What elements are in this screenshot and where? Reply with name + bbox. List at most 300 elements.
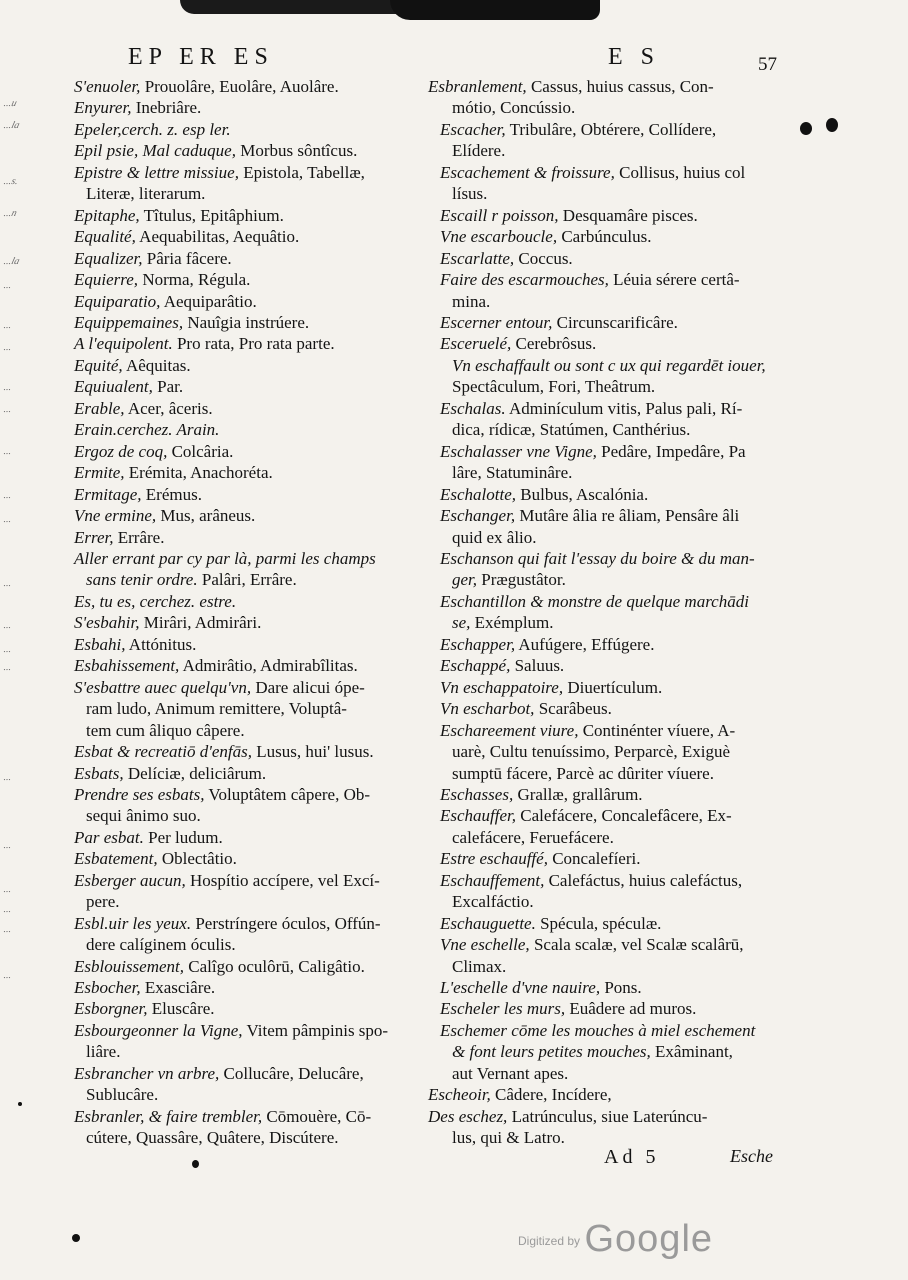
entry-headword: Epistre & lettre missiue, xyxy=(74,162,239,182)
entry-latin: Carbúnculus. xyxy=(557,227,652,247)
margin-note: ... xyxy=(2,970,13,981)
entry-latin: Prægustâtor. xyxy=(477,570,566,590)
dictionary-entry-line xyxy=(428,269,800,290)
entry-headword: Esbocher, xyxy=(74,978,141,998)
entry-headword: Eschanger, xyxy=(440,506,516,526)
entry-latin: Morbus sôntîcus. xyxy=(235,141,358,161)
entry-latin: sumptū fácere, Parcè ac dûriter víuere. xyxy=(452,763,714,783)
dictionary-entry-line xyxy=(428,1063,800,1084)
margin-note: ... xyxy=(2,884,13,895)
entry-latin: Aêquitas. xyxy=(122,355,191,375)
margin-note: ... xyxy=(2,620,13,631)
entry-headword: Esbatement, xyxy=(74,849,158,869)
margin-note: ... xyxy=(2,382,13,393)
dictionary-entry-line xyxy=(74,248,414,269)
entry-headword: Esbrancher vn arbre, xyxy=(74,1063,220,1083)
entry-latin: lísus. xyxy=(452,184,488,204)
entry-headword: Escachement & froissure, xyxy=(440,162,615,182)
right-column xyxy=(428,76,800,1149)
dictionary-entry-line xyxy=(428,226,800,247)
margin-note: ... xyxy=(2,772,13,783)
entry-headword: Eschareement viure, xyxy=(440,720,579,740)
entry-headword: Eschalasser vne Vigne, xyxy=(440,441,597,461)
entry-latin: Inebriâre. xyxy=(131,98,202,118)
entry-latin: Collisus, huius col xyxy=(614,162,746,182)
dictionary-entry-line xyxy=(428,462,800,483)
dictionary-entry-line xyxy=(74,655,414,676)
entry-headword: Escerner entour, xyxy=(440,312,553,332)
entry-headword: Faire des escarmouches, xyxy=(440,270,609,290)
dictionary-entry-line xyxy=(428,97,800,118)
entry-latin: Pâria fâcere. xyxy=(142,248,232,268)
dictionary-entry-line xyxy=(74,998,414,1019)
dictionary-entry-line xyxy=(428,291,800,312)
margin-note: ... xyxy=(2,514,13,525)
entry-headword: Aller errant par cy par là, parmi les champs xyxy=(74,548,376,568)
entry-latin: Prouolâre, Euolâre, Auolâre. xyxy=(140,77,339,96)
entry-latin: Par. xyxy=(152,377,184,397)
entry-latin: Colcâria. xyxy=(167,441,234,461)
entry-headword: S'esbattre auec quelqu'vn, xyxy=(74,677,252,697)
dictionary-entry-line xyxy=(428,913,800,934)
entry-latin: Exâminant, xyxy=(650,1042,733,1062)
entry-latin: tem cum âliquo câpere. xyxy=(86,720,245,740)
dictionary-entry-line xyxy=(74,441,414,462)
running-head-right: E S xyxy=(608,44,661,70)
entry-headword: Esbourgeonner la Vigne, xyxy=(74,1020,243,1040)
entry-latin: Hospítio accípere, vel Excí- xyxy=(185,870,380,890)
dictionary-entry-line xyxy=(74,355,414,376)
left-column xyxy=(74,76,414,1149)
entry-headword: S'esbahir, xyxy=(74,613,140,633)
entry-latin: Pons. xyxy=(600,978,642,998)
entry-latin: Cassus, huius cassus, Con- xyxy=(526,77,714,96)
dictionary-entry-line xyxy=(74,827,414,848)
entry-latin: calefácere, Feruefácere. xyxy=(452,827,614,847)
entry-headword: Equippemaines, xyxy=(74,312,184,332)
dictionary-entry-line xyxy=(74,462,414,483)
ink-blot xyxy=(18,1102,22,1106)
dictionary-entry-line xyxy=(428,527,800,548)
entry-latin: Errâre. xyxy=(113,527,165,547)
dictionary-entry-line xyxy=(74,376,414,397)
entry-headword: Escacher, xyxy=(440,119,506,139)
entry-headword: Eschemer cōme les mouches à miel eschement xyxy=(440,1020,756,1040)
margin-note: ...n xyxy=(2,208,18,219)
margin-note: ... xyxy=(2,280,13,291)
entry-latin: Pedâre, Impedâre, Pa xyxy=(596,441,746,461)
dictionary-entry-line xyxy=(428,119,800,140)
entry-latin: Perstríngere óculos, Offún- xyxy=(191,913,381,933)
watermark-prefix: Digitized by xyxy=(518,1234,581,1248)
entry-latin: Mutâre âlia re âliam, Pensâre âli xyxy=(515,506,740,526)
entry-headword: Escaill r poisson, xyxy=(440,205,559,225)
dictionary-entry-line xyxy=(428,398,800,419)
dictionary-entry-line xyxy=(74,76,414,97)
entry-headword: sans tenir ordre. xyxy=(86,570,198,590)
entry-headword: Erain.cerchez. Arain. xyxy=(74,420,220,440)
dictionary-entry-line xyxy=(428,741,800,762)
dictionary-entry-line xyxy=(428,484,800,505)
entry-headword: Equalizer, xyxy=(74,248,143,268)
dictionary-entry-line xyxy=(74,419,414,440)
entry-headword: Esberger aucun, xyxy=(74,870,186,890)
entry-headword: Equité, xyxy=(74,355,123,375)
entry-latin: Diuertículum. xyxy=(563,677,663,697)
dictionary-entry-line xyxy=(74,934,414,955)
dictionary-entry-line xyxy=(74,1041,414,1062)
entry-latin: Eluscâre. xyxy=(147,999,215,1019)
dictionary-entry-line xyxy=(428,784,800,805)
dictionary-entry-line xyxy=(74,226,414,247)
dictionary-entry-line xyxy=(428,870,800,891)
dictionary-entry-line xyxy=(74,527,414,548)
entry-headword: Erable, xyxy=(74,398,125,418)
entry-latin: pere. xyxy=(86,892,120,912)
dictionary-entry-line xyxy=(428,355,800,376)
dictionary-entry-line xyxy=(428,977,800,998)
dictionary-entry-line xyxy=(428,934,800,955)
entry-headword: Equiparatio, xyxy=(74,291,161,311)
entry-latin: Aequiparâtio. xyxy=(160,291,257,311)
entry-latin: Tîtulus, Epitâphium. xyxy=(139,205,284,225)
entry-latin: Aufúgere, Effúgere. xyxy=(515,634,655,654)
dictionary-entry-line xyxy=(428,162,800,183)
margin-note: ... xyxy=(2,904,13,915)
entry-latin: Tribulâre, Obtérere, Collídere, xyxy=(505,119,717,139)
dictionary-entry-line xyxy=(428,569,800,590)
dictionary-entry-line xyxy=(74,977,414,998)
dictionary-entry-line xyxy=(74,140,414,161)
entry-latin: cútere, Quassâre, Quâtere, Discútere. xyxy=(86,1128,339,1148)
dictionary-entry-line xyxy=(428,205,800,226)
entry-latin: Latrúnculus, siue Laterúncu- xyxy=(507,1106,708,1126)
dictionary-entry-line xyxy=(428,848,800,869)
entry-headword: Des eschez, xyxy=(428,1106,508,1126)
dictionary-entry-line xyxy=(74,913,414,934)
dictionary-entry-line xyxy=(428,248,800,269)
entry-latin: Voluptâtem câpere, Ob- xyxy=(204,784,371,804)
dictionary-entry-line xyxy=(74,848,414,869)
dictionary-entry-line xyxy=(74,1063,414,1084)
dictionary-entry-line xyxy=(428,634,800,655)
margin-note: ... xyxy=(2,578,13,589)
dictionary-entry-line xyxy=(428,827,800,848)
dictionary-entry-line xyxy=(74,870,414,891)
margin-note: ...la xyxy=(2,256,21,267)
entry-headword: Ermitage, xyxy=(74,484,142,504)
entry-latin: Delíciæ, deliciârum. xyxy=(123,763,267,783)
dictionary-entry-line xyxy=(74,183,414,204)
entry-latin: Vitem pâmpinis spo- xyxy=(242,1020,389,1040)
entry-latin: Euâdere ad muros. xyxy=(565,999,697,1019)
page-number: 57 xyxy=(758,54,777,75)
entry-latin: Nauîgia instrúere. xyxy=(183,312,310,332)
entry-latin: Norma, Régula. xyxy=(138,270,251,290)
dictionary-entry-line xyxy=(428,720,800,741)
entry-latin: Coccus. xyxy=(514,248,573,268)
entry-latin: quid ex âlio. xyxy=(452,527,537,547)
entry-latin: mina. xyxy=(452,291,491,311)
dictionary-entry-line xyxy=(74,398,414,419)
entry-headword: Escarlatte, xyxy=(440,248,515,268)
dictionary-entry-line xyxy=(74,612,414,633)
margin-note: ...s. xyxy=(2,176,20,187)
dictionary-entry-line xyxy=(428,956,800,977)
entry-headword: Esceruelé, xyxy=(440,334,512,354)
dictionary-entry-line xyxy=(428,441,800,462)
dictionary-entry-line xyxy=(428,998,800,1019)
entry-latin: Adminículum vitis, Palus pali, Rí- xyxy=(505,398,743,418)
margin-note: ... xyxy=(2,840,13,851)
entry-headword: Eschappé, xyxy=(440,656,511,676)
dictionary-entry-line xyxy=(74,312,414,333)
entry-headword: Esbl.uir les yeux. xyxy=(74,913,192,933)
margin-note: ... xyxy=(2,342,13,353)
entry-latin: Epistola, Tabellæ, xyxy=(238,162,365,182)
dictionary-entry-line xyxy=(428,1106,800,1127)
margin-note: ... xyxy=(2,490,13,501)
dictionary-entry-line xyxy=(428,763,800,784)
entry-headword: Equierre, xyxy=(74,270,139,290)
entry-latin: Per ludum. xyxy=(143,827,223,847)
dictionary-entry-line xyxy=(74,269,414,290)
entry-latin: Circunscarificâre. xyxy=(552,312,678,332)
entry-latin: Cerebrôsus. xyxy=(511,334,597,354)
entry-latin: Léuia sérere certâ- xyxy=(608,270,740,290)
entry-latin: Sublucâre. xyxy=(86,1085,159,1105)
entry-latin: Câdere, Incídere, xyxy=(490,1085,612,1105)
dictionary-entry-line xyxy=(74,763,414,784)
ink-blot xyxy=(826,118,838,132)
dictionary-entry-line xyxy=(74,291,414,312)
entry-headword: se, xyxy=(452,613,471,633)
dictionary-entry-line xyxy=(428,805,800,826)
ink-blot xyxy=(72,1234,80,1242)
margin-note: ...la xyxy=(2,120,21,131)
entry-latin: Dare alicui ópe- xyxy=(251,677,365,697)
entry-latin: Admirâtio, Admirabîlitas. xyxy=(179,656,358,676)
entry-latin: Scarâbeus. xyxy=(534,699,612,719)
entry-latin: Desquamâre pisces. xyxy=(558,205,698,225)
entry-headword: Epitaphe, xyxy=(74,205,140,225)
entry-latin: Palâri, Errâre. xyxy=(197,570,297,590)
dictionary-entry-line xyxy=(428,376,800,397)
dictionary-entry-line xyxy=(74,162,414,183)
entry-headword: A l'equipolent. xyxy=(74,334,173,354)
entry-headword: Escheoir, xyxy=(428,1085,491,1105)
running-head-left: EP ER ES xyxy=(128,44,274,70)
entry-latin: Calefácere, Concalefâcere, Ex- xyxy=(516,806,732,826)
entry-latin: Grallæ, grallârum. xyxy=(513,784,643,804)
entry-headword: Esbat & recreatiō d'enfās, xyxy=(74,742,253,762)
entry-headword: Eschalas. xyxy=(440,398,506,418)
entry-latin: Spécula, spéculæ. xyxy=(535,913,662,933)
scan-dark-edge-2 xyxy=(390,0,600,20)
dictionary-entry-line xyxy=(428,677,800,698)
margin-note: ... xyxy=(2,446,13,457)
entry-latin: Mirâri, Admirâri. xyxy=(139,613,262,633)
dictionary-entry-line xyxy=(74,333,414,354)
margin-note: ... xyxy=(2,644,13,655)
dictionary-entry-line xyxy=(74,698,414,719)
entry-latin: Calîgo oculôrū, Caligâtio. xyxy=(184,956,365,976)
entry-latin: Literæ, literarum. xyxy=(86,184,206,204)
entry-latin: Exémplum. xyxy=(470,613,554,633)
entry-latin: lus, qui & Latro. xyxy=(452,1128,565,1148)
entry-latin: Erémita, Anachoréta. xyxy=(124,463,273,483)
entry-latin: aut Vernant apes. xyxy=(452,1063,569,1083)
entry-headword: Esbranler, & faire trembler, xyxy=(74,1106,263,1126)
entry-headword: Estre eschauffé, xyxy=(440,849,548,869)
dictionary-entry-line xyxy=(428,655,800,676)
entry-headword: Errer, xyxy=(74,527,114,547)
entry-headword: Eschauguette. xyxy=(440,913,536,933)
entry-headword: Equiualent, xyxy=(74,377,153,397)
entry-latin: Pro rata, Pro rata parte. xyxy=(172,334,335,354)
entry-headword: Epil psie, Mal caduque, xyxy=(74,141,236,161)
dictionary-entry-line xyxy=(428,76,800,97)
entry-latin: Collucâre, Delucâre, xyxy=(219,1063,364,1083)
entry-latin: Acer, âceris. xyxy=(124,398,213,418)
dictionary-entry-line xyxy=(428,891,800,912)
dictionary-entry-line xyxy=(428,548,800,569)
dictionary-entry-line xyxy=(74,548,414,569)
entry-latin: Climax. xyxy=(452,956,507,976)
entry-headword: Eschapper, xyxy=(440,634,516,654)
entry-latin: Calefáctus, huius calefáctus, xyxy=(544,870,743,890)
entry-latin: mótio, Concússio. xyxy=(452,98,576,118)
entry-headword: L'eschelle d'vne nauire, xyxy=(440,978,601,998)
entry-headword: Vn eschaffault ou sont c ux qui regardēt iouer, xyxy=(452,355,766,375)
dictionary-entry-line xyxy=(74,634,414,655)
margin-note: ... xyxy=(2,404,13,415)
dictionary-entry-line xyxy=(74,784,414,805)
entry-headword: Es, tu es, cerchez. estre. xyxy=(74,591,237,611)
dictionary-entry-line xyxy=(74,720,414,741)
entry-latin: Cōmouère, Cō- xyxy=(262,1106,372,1126)
dictionary-entry-line xyxy=(428,419,800,440)
entry-headword: Enyurer, xyxy=(74,98,132,118)
entry-latin: Spectâculum, Fori, Theâtrum. xyxy=(452,377,656,397)
entry-headword: Equalité, xyxy=(74,227,136,247)
dictionary-entry-line xyxy=(74,1084,414,1105)
margin-note: ...u xyxy=(2,98,18,109)
catchword: Esche xyxy=(730,1146,773,1166)
dictionary-entry-line xyxy=(428,1020,800,1041)
entry-latin: lâre, Statuminâre. xyxy=(452,463,573,483)
entry-headword: Ermite, xyxy=(74,463,125,483)
entry-headword: Eschantillon & monstre de quelque marchādi xyxy=(440,591,749,611)
entry-headword: Epeler,cerch. z. esp ler. xyxy=(74,119,231,139)
entry-headword: Vne escarboucle, xyxy=(440,227,558,247)
entry-latin: Erémus. xyxy=(141,484,202,504)
entry-latin: Attónitus. xyxy=(125,634,197,654)
entry-headword: Prendre ses esbats, xyxy=(74,784,205,804)
entry-headword: S'enuoler, xyxy=(74,77,141,96)
margin-note: ... xyxy=(2,662,13,673)
dictionary-entry-line xyxy=(74,741,414,762)
entry-latin: uarè, Cultu tenuíssimo, Perparcè, Exiguè xyxy=(452,742,731,762)
dictionary-entry-line xyxy=(74,205,414,226)
dictionary-entry-line xyxy=(428,505,800,526)
entry-latin: dica, rídicæ, Statúmen, Canthérius. xyxy=(452,420,691,440)
dictionary-entry-line xyxy=(74,505,414,526)
dictionary-entry-line xyxy=(74,591,414,612)
digitized-watermark xyxy=(518,1218,713,1261)
entry-latin: Exasciâre. xyxy=(140,978,216,998)
entry-headword: Esbahi, xyxy=(74,634,126,654)
entry-latin: Scala scalæ, vel Scalæ scalârū, xyxy=(529,935,744,955)
margin-note: ... xyxy=(2,924,13,935)
dictionary-entry-line xyxy=(74,569,414,590)
entry-headword: Esbranlement, xyxy=(428,77,527,96)
entry-headword: ger, xyxy=(452,570,478,590)
entry-latin: Bulbus, Ascalónia. xyxy=(516,484,649,504)
dictionary-entry-line xyxy=(74,805,414,826)
entry-latin: sequi ânimo suo. xyxy=(86,806,201,826)
dictionary-entry-line xyxy=(428,183,800,204)
entry-headword: Vn escharbot, xyxy=(440,699,535,719)
entry-latin: Aequabilitas, Aequâtio. xyxy=(135,227,300,247)
dictionary-entry-line xyxy=(428,1084,800,1105)
dictionary-entry-line xyxy=(74,891,414,912)
watermark-brand: Google xyxy=(584,1218,714,1260)
entry-latin: ram ludo, Animum remittere, Voluptâ- xyxy=(86,699,347,719)
dictionary-entry-line xyxy=(428,312,800,333)
dictionary-entry-line xyxy=(428,698,800,719)
dictionary-entry-line xyxy=(74,1020,414,1041)
entry-latin: Oblectâtio. xyxy=(157,849,237,869)
entry-headword: Eschauffement, xyxy=(440,870,545,890)
entry-headword: Vn eschappatoire, xyxy=(440,677,564,697)
ink-blot xyxy=(192,1160,199,1168)
dictionary-entry-line xyxy=(428,1041,800,1062)
entry-headword: Escheler les murs, xyxy=(440,999,566,1019)
entry-latin: Mus, arâneus. xyxy=(156,506,256,526)
dictionary-entry-line xyxy=(428,140,800,161)
entry-latin: liâre. xyxy=(86,1042,121,1062)
entry-latin: Continénter víuere, A- xyxy=(578,720,736,740)
entry-headword: Esblouissement, xyxy=(74,956,185,976)
entry-headword: Eschanson qui fait l'essay du boire & du man- xyxy=(440,548,755,568)
entry-headword: & font leurs petites mouches, xyxy=(452,1042,651,1062)
dictionary-entry-line xyxy=(74,97,414,118)
dictionary-entry-line xyxy=(428,612,800,633)
entry-headword: Eschauffer, xyxy=(440,806,517,826)
entry-headword: Vne eschelle, xyxy=(440,935,530,955)
entry-headword: Esbahissement, xyxy=(74,656,180,676)
dictionary-entry-line xyxy=(428,591,800,612)
dictionary-entry-line xyxy=(74,484,414,505)
entry-latin: Lusus, hui' lusus. xyxy=(252,742,374,762)
dictionary-entry-line xyxy=(74,956,414,977)
entry-headword: Esbats, xyxy=(74,763,124,783)
dictionary-entry-line xyxy=(74,677,414,698)
entry-headword: Vne ermine, xyxy=(74,506,157,526)
dictionary-entry-line xyxy=(74,1127,414,1148)
dictionary-entry-line xyxy=(74,1106,414,1127)
margin-note: ... xyxy=(2,320,13,331)
entry-headword: Eschalotte, xyxy=(440,484,517,504)
entry-headword: Par esbat. xyxy=(74,827,144,847)
dictionary-entry-line xyxy=(74,119,414,140)
entry-latin: Concalefíeri. xyxy=(547,849,641,869)
entry-latin: Saluus. xyxy=(510,656,565,676)
entry-headword: Esborgner, xyxy=(74,999,148,1019)
dictionary-entry-line xyxy=(428,333,800,354)
ink-blot xyxy=(800,122,812,135)
